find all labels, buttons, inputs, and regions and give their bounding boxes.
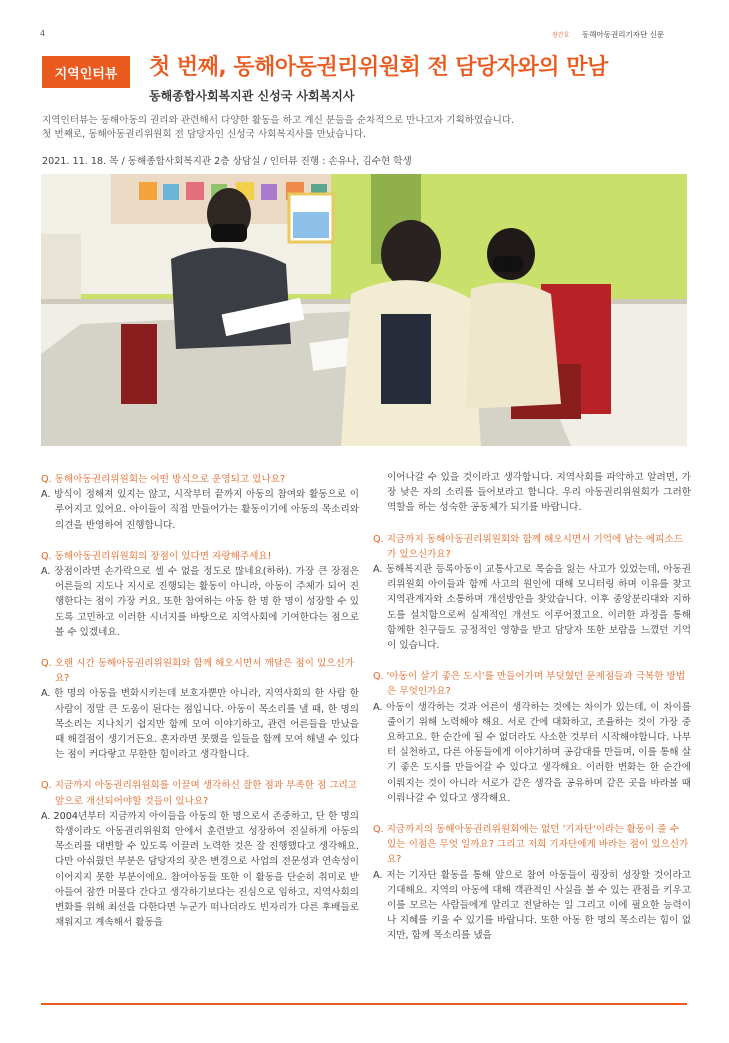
footer-rule bbox=[41, 1003, 687, 1005]
question: Q. 오랜 시간 동해아동권리위원회와 함께 해오시면서 깨달은 점이 있으신가요? bbox=[41, 658, 355, 685]
intro-line: 첫 번째로, 동해아동권리위원회 전 담당자인 신성국 사회복지사를 만났습니다. bbox=[42, 129, 367, 140]
article-title: 첫 번째, 동해아동권리위원회 전 담당자와의 만남 bbox=[149, 55, 608, 80]
question: Q. 동해아동권리위원회의 장점이 있다면 자랑해주세요! bbox=[41, 550, 272, 562]
qa-item bbox=[373, 532, 691, 654]
question: Q. 동해아동권리위원회는 어떤 방식으로 운영되고 있나요? bbox=[41, 474, 286, 485]
qa-item bbox=[373, 822, 691, 944]
answer: A. 한 명의 아동을 변화시키는데 보호자뿐만 아니라, 지역사회의 한 사람 한 사람이 정말 큰 도움이 된다는 점입니다. 아동이 목소리를 낼 때, 한 명의 목소리는 지나치기 쉽지만 함께 모여 이야기하고, 관련 어른들을 만났을 때 해결점이 생기거든요. 혼자라면 못했을 일들을 함께 모여 해낼 수 있다는 점이 커다랗고 무한한 힘이라고 생각합니다. bbox=[41, 688, 359, 761]
interview-photo bbox=[41, 174, 687, 446]
dateline: 2021. 11. 18. 목 / 동해종합사회복지관 2층 상담실 / 인터뷰 진행 : 손유나, 김수현 학생 bbox=[42, 156, 412, 167]
answer-continuation: 이어나갈 수 있을 것이라고 생각합니다. 지역사회를 파악하고 알려면, 가장 낮은 자의 소리를 들어보라고 합니다. 우리 아동권리위원회가 그러한 역할을 하는 성숙한 공동체가 되기를 바랍니다. bbox=[387, 472, 691, 514]
question: Q. 지금까지 아동권리위원회를 이끌며 생각하신 잘한 점과 부족한 점 그리고 앞으로 개선되어야할 것들이 있나요? bbox=[41, 780, 358, 807]
section-badge bbox=[42, 56, 130, 88]
qa-item bbox=[41, 472, 359, 533]
intro-line: 지역인터뷰는 동해아동의 권리와 관련해서 다양한 활동을 하고 계신 분들을 순차적으로 만나고자 기획하였습니다. bbox=[42, 115, 515, 126]
right-column bbox=[373, 470, 691, 960]
answer: A. 방식이 정해져 있지는 않고, 시작부터 끝까지 아동의 참여와 활동으로 이루어지고 있어요. 아이들이 직접 만들어가는 활동이기에 아동의 목소리와 의견을 반영하여 진행합니다. bbox=[41, 489, 359, 531]
qa-item bbox=[373, 669, 691, 806]
paper-name: 동해아동권리기자단 신문 bbox=[582, 30, 665, 39]
left-column bbox=[41, 472, 359, 946]
answer: A. 아동이 생각하는 것과 어른이 생각하는 것에는 차이가 있는데, 이 차이를 줄이기 위해 노력해야 해요. 서로 간에 대화하고, 조율하는 것이 가장 중요하고요. 한 순간에 될 수 없더라도 사소한 것부터 시작해야합니다. 나부터 실천하고, 다른 아동들에게 이야기하며 공감대를 만들며, 이를 통해 살기 좋은 도시를 만들어갈 수 있다고 생각해요. 이러한 변화는 한 순간에 이뤄지는 것이 아니라 서로가 같은 생각을 공유하며 같은 곳을 바라볼 때 이뤄나갈 수 있다고 생각해요. bbox=[373, 701, 691, 804]
question: Q. 지금까지의 동해아동권리위원회에는 없던 '기자단'이라는 활동이 줄 수 있는 이점은 무엇 일까요? 그리고 저희 기자단에게 바라는 점이 있으신가요? bbox=[373, 824, 689, 866]
qa-item bbox=[41, 549, 359, 640]
answer: A. 장점이라면 손가락으로 셀 수 없을 정도로 많네요(하하). 가장 큰 장점은 어른들의 지도나 지시로 진행되는 활동이 아니라, 아동이 주체가 되어 진행한다는 점이 가장 커요. 또한 참여하는 아동 한 명 한 명이 성장할 수 있도록 고민하고 이러한 시너지를 바탕으로 지역사회에 기여한다는 점으로 볼 수 있겠네요. bbox=[41, 566, 359, 638]
issue-label: 창간호 bbox=[552, 32, 570, 39]
question: Q. '아동이 살기 좋은 도시'를 만들어가며 부딪혔던 문제점들과 극복한 방법은 무엇인가요? bbox=[373, 671, 686, 698]
answer: A. 2004년부터 지금까지 아이들을 아동의 한 명으로서 존중하고, 단 한 명의 학생이라도 아동권리위원회 안에서 훈련받고 성장하여 진실하게 아동의 목소리를 대변할 수 있도록 이끌려 노력한 것은 잘 진행했다고 생각해요. 다만 아쉬웠던 부분은 담당자의 잦은 변경으로 사업의 전문성과 연속성이 이어지지 못한 부분이에요. 참여아동들 또한 이 활동을 단순히 취미로 받아들여 잠깐 머물다 간다고 생각하기보다는 진심으로 임하고, 지역사회의 변화를 위해 최선을 다한다면 누군가 떠나더라도 빈자리가 다른 후배들로 채워지고 계속해서 활동을 bbox=[41, 810, 359, 929]
qa-item bbox=[41, 656, 359, 762]
question: Q. 지금까지 동해아동권리위원회와 함께 해오시면서 기억에 남는 에피소드가 있으신가요? bbox=[373, 533, 683, 560]
qa-item bbox=[41, 778, 359, 930]
answer: A. 동해복지관 등록아동이 교통사고로 목숨을 잃는 사고가 있었는데, 아동권리위원회 아이들과 함께 사고의 원인에 대해 모니터링 하며 이유를 찾고 지역관계자와 소통하며 개선방안을 찾았습니다. 이후 중앙분리대와 지하도를 설치함으로써 실제적인 개선도 이루어졌고요. 이러한 과정을 통해 함께한 친구들도 긍정적인 영향을 받고 담당자 또한 보람을 느꼈던 기억이 있습니다. bbox=[373, 564, 691, 652]
answer: A. 저는 기자단 활동을 통해 앞으로 참여 아동들이 굉장히 성장할 것이라고 기대해요. 지역의 아동에 대해 객관적인 사실을 볼 수 있는 관점을 키우고 이를 모르는 사람들에게 알리고 전달하는 일 그리고 이에 필요한 능력이나 지혜를 키울 수 있기를 바랍니다. 또한 아동 한 명의 목소리는 힘이 없지만, 함께 목소리를 냈을 bbox=[373, 869, 691, 942]
article-intro bbox=[42, 114, 692, 142]
section-badge-label: 지역인터뷰 bbox=[54, 66, 118, 82]
article-subtitle: 동해종합사회복지관 신성국 사회복지사 bbox=[149, 89, 355, 103]
page-number: 4 bbox=[40, 29, 46, 38]
